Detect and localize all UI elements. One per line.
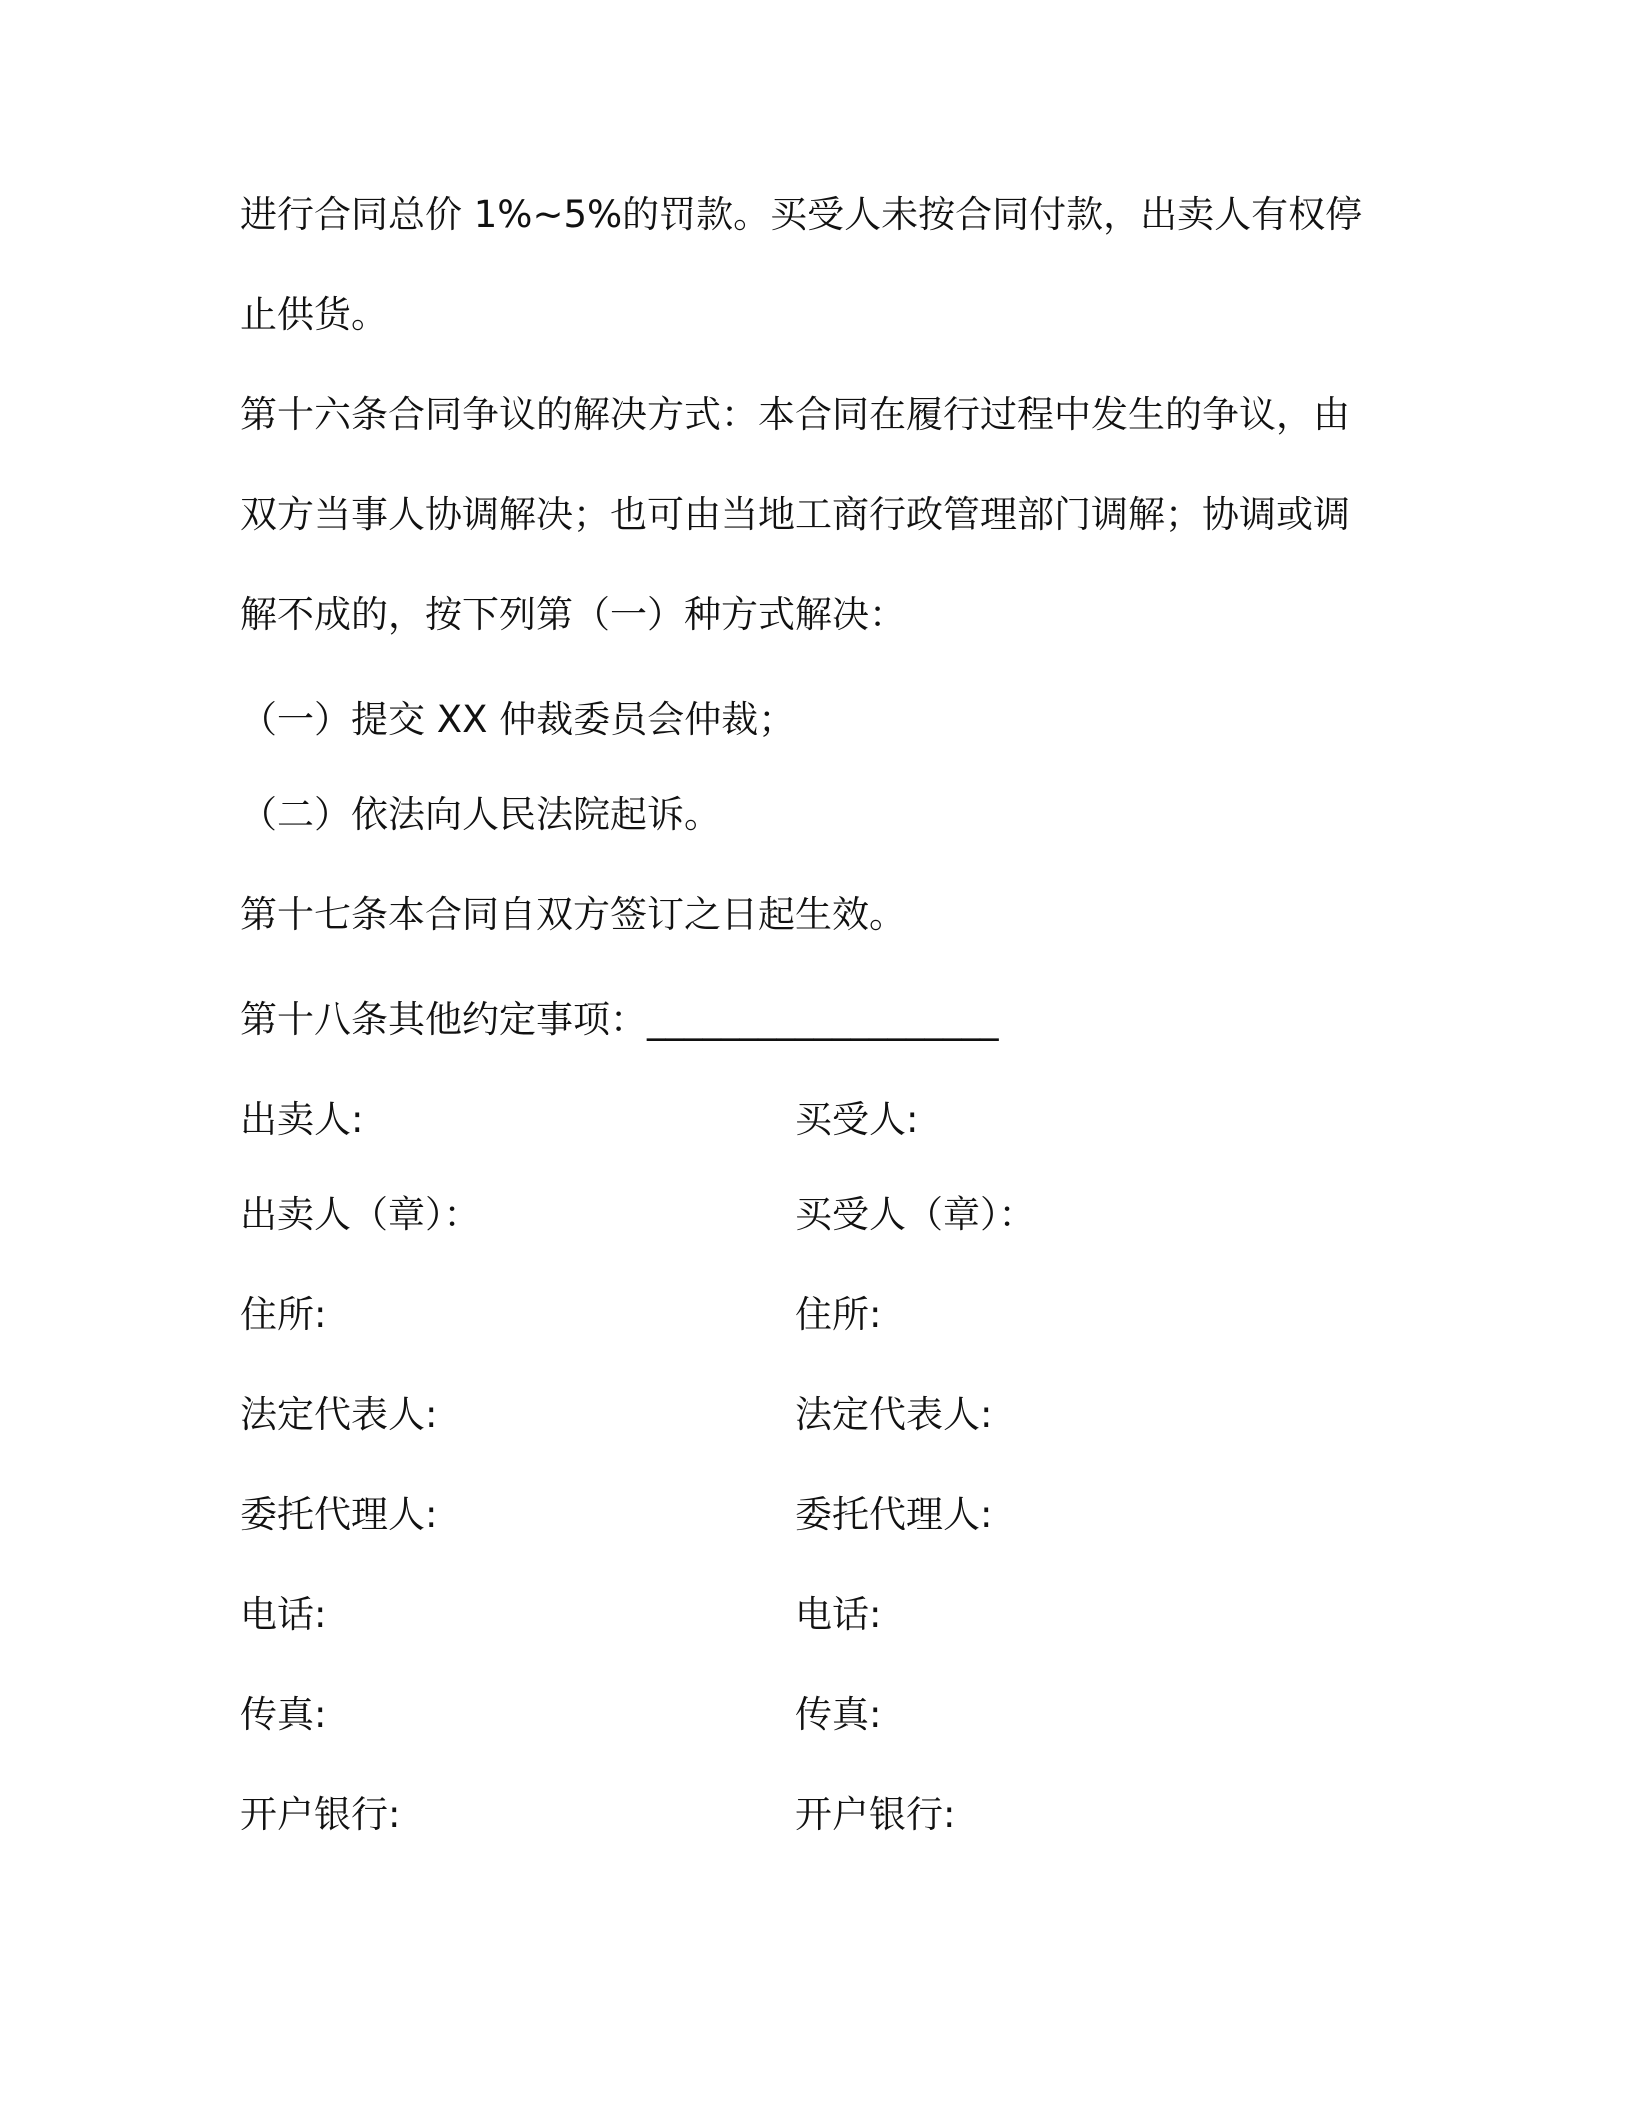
article-16-line-2: 双方当事人协调解决；也可由当地工商行政管理部门调解；协调或调 (240, 493, 1350, 536)
buyer-bank-label: 开户银行: (795, 1793, 956, 1836)
article-16-line-3: 解不成的，按下列第（一）种方式解决： (240, 593, 906, 636)
seller-legal-rep-label: 法定代表人: (240, 1393, 438, 1436)
article-16-line-1: 第十六条合同争议的解决方式：本合同在履行过程中发生的争议，由 (240, 393, 1350, 436)
buyer-phone-label: 电话: (795, 1593, 882, 1636)
signature-row-party (240, 1095, 1440, 1145)
signature-row-bank (240, 1790, 1440, 1840)
seller-bank-label: 开户银行: (240, 1793, 401, 1836)
signature-row-legal-rep (240, 1390, 1440, 1440)
buyer-legal-rep-label: 法定代表人: (795, 1393, 993, 1436)
seller-phone-label: 电话: (240, 1593, 327, 1636)
article-17: 第十七条本合同自双方签订之日起生效。 (240, 893, 906, 936)
dispute-option-2: （二）依法向人民法院起诉。 (240, 793, 721, 836)
signature-row-fax (240, 1690, 1440, 1740)
signature-row-agent (240, 1490, 1440, 1540)
seller-agent-label: 委托代理人: (240, 1493, 438, 1536)
buyer-party-label: 买受人: (795, 1098, 919, 1141)
signature-row-address (240, 1290, 1440, 1340)
seller-fax-label: 传真: (240, 1693, 327, 1736)
signature-row-phone (240, 1590, 1440, 1640)
buyer-fax-label: 传真: (795, 1693, 882, 1736)
buyer-seal-label: 买受人（章）： (795, 1193, 1036, 1236)
seller-seal-label: 出卖人（章）： (240, 1193, 481, 1236)
dispute-option-1: （一）提交 XX 仲裁委员会仲裁； (240, 698, 796, 741)
signature-row-seal (240, 1190, 1440, 1240)
penalty-clause-line-1: 进行合同总价 1%~5%的罚款。买受人未按合同付款，出卖人有权停 (240, 193, 1363, 236)
buyer-agent-label: 委托代理人: (795, 1493, 993, 1536)
seller-address-label: 住所: (240, 1293, 327, 1336)
penalty-clause-line-2: 止供货。 (240, 293, 388, 336)
buyer-address-label: 住所: (795, 1293, 882, 1336)
article-18: 第十八条其他约定事项：___________________ (240, 998, 999, 1041)
seller-party-label: 出卖人: (240, 1098, 364, 1141)
